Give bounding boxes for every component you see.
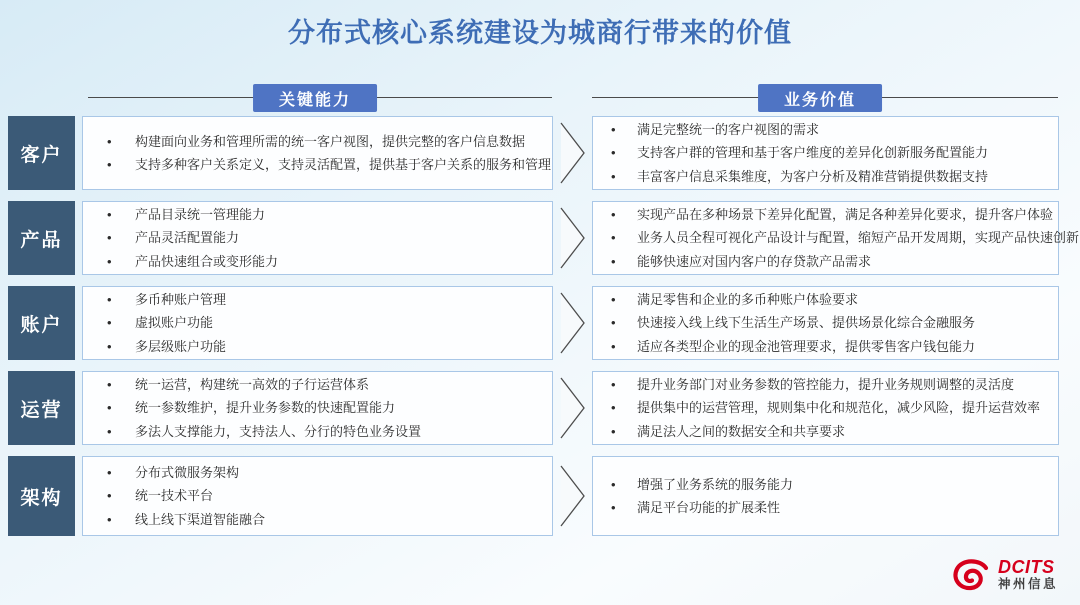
logo-brand: DCITS (997, 557, 1055, 578)
value-item: • 适应各类型企业的现金池管理要求，提供零售客户钱包能力 (603, 335, 1048, 358)
value-item: • 提供集中的运营管理，规则集中化和规范化，减少风险，提升运营效率 (603, 396, 1048, 419)
capability-item: • 统一运营，构建统一高效的子行运营体系 (93, 373, 542, 396)
capability-item: • 构建面向业务和管理所需的统一客户视图，提供完整的客户信息数据 (93, 130, 542, 153)
capabilities-box (82, 286, 553, 360)
capability-item: • 统一技术平台 (93, 484, 542, 507)
row-label: 产品 (8, 201, 75, 275)
value-header-group (592, 84, 1058, 112)
value-item: • 增强了业务系统的服务能力 (603, 473, 1048, 496)
values-list (603, 288, 1048, 358)
row-label: 架构 (8, 456, 75, 536)
capability-item: • 产品目录统一管理能力 (93, 203, 542, 226)
chevron-right-icon (558, 206, 588, 270)
value-item: • 满足平台功能的扩展柔性 (603, 496, 1048, 519)
rows (8, 116, 1080, 536)
dcits-logo (950, 557, 1058, 593)
capabilities-box (82, 116, 553, 190)
value-header-pill: 业务价值 (758, 84, 882, 112)
values-list (603, 118, 1048, 188)
value-item: • 丰富客户信息采集维度，为客户分析及精准营销提供数据支持 (603, 165, 1048, 188)
capabilities-list (93, 130, 552, 177)
capability-item: • 虚拟账户功能 (93, 311, 542, 334)
row-产品 (8, 201, 1080, 275)
values-box (592, 371, 1059, 445)
capability-item: • 多币种账户管理 (93, 288, 542, 311)
chevron-right-icon (558, 464, 588, 528)
capabilities-list (93, 373, 542, 443)
value-item: • 满足零售和企业的多币种账户体验要求 (603, 288, 1048, 311)
value-item: • 满足法人之间的数据安全和共享要求 (603, 420, 1048, 443)
value-item: • 提升业务部门对业务参数的管控能力，提升业务规则调整的灵活度 (603, 373, 1048, 396)
value-item: • 能够快速应对国内客户的存贷款产品需求 (603, 250, 1048, 273)
arrow (553, 201, 592, 275)
values-box (592, 286, 1059, 360)
dcits-swirl-icon (950, 557, 992, 593)
arrow (553, 456, 592, 536)
capability-header-group (88, 84, 552, 112)
arrow (553, 116, 592, 190)
row-客户 (8, 116, 1072, 190)
value-item: • 实现产品在多种场景下差异化配置，满足各种差异化要求，提升客户体验 (603, 203, 1048, 226)
capability-item: • 分布式微服务架构 (93, 461, 542, 484)
values-box (592, 456, 1059, 536)
values-box (592, 116, 1059, 190)
row-label: 客户 (8, 116, 75, 190)
row-架构 (8, 456, 1072, 536)
arrow (553, 371, 592, 445)
value-item: • 快速接入线上线下生活生产场景、提供场景化综合金融服务 (603, 311, 1048, 334)
page-title: 分布式核心系统建设为城商行带来的价值 (288, 18, 792, 48)
capability-item: • 产品灵活配置能力 (93, 226, 542, 249)
capabilities-box (82, 371, 553, 445)
value-item: • 支持客户群的管理和基于客户维度的差异化创新服务配置能力 (603, 141, 1048, 164)
capabilities-list (93, 203, 542, 273)
capabilities-box (82, 456, 553, 536)
capability-item: • 线上线下渠道智能融合 (93, 508, 542, 531)
values-list (603, 203, 1080, 273)
column-headers (0, 84, 1080, 112)
logo-text (998, 558, 1058, 592)
values-list (603, 373, 1048, 443)
values-box (592, 201, 1080, 275)
capabilities-list (93, 461, 542, 531)
capability-item: • 支持多种客户关系定义，支持灵活配置，提供基于客户关系的服务和管理 (93, 153, 542, 176)
chevron-right-icon (558, 291, 588, 355)
row-label: 账户 (8, 286, 75, 360)
value-item: • 业务人员全程可视化产品设计与配置，缩短产品开发周期，实现产品快速创新 (603, 226, 1048, 249)
row-账户 (8, 286, 1072, 360)
arrow (553, 286, 592, 360)
row-label: 运营 (8, 371, 75, 445)
values-list (603, 473, 1048, 520)
capability-item: • 产品快速组合或变形能力 (93, 250, 542, 273)
capabilities-box (82, 201, 553, 275)
capability-item: • 统一参数维护，提升业务参数的快速配置能力 (93, 396, 542, 419)
capability-header-pill: 关键能力 (253, 84, 377, 112)
capability-item: • 多法人支撑能力，支持法人、分行的特色业务设置 (93, 420, 542, 443)
logo-company: 神州信息 (997, 577, 1058, 592)
chevron-right-icon (558, 376, 588, 440)
capabilities-list (93, 288, 542, 358)
row-运营 (8, 371, 1072, 445)
capability-item: • 多层级账户功能 (93, 335, 542, 358)
chevron-right-icon (558, 121, 588, 185)
value-item: • 满足完整统一的客户视图的需求 (603, 118, 1048, 141)
